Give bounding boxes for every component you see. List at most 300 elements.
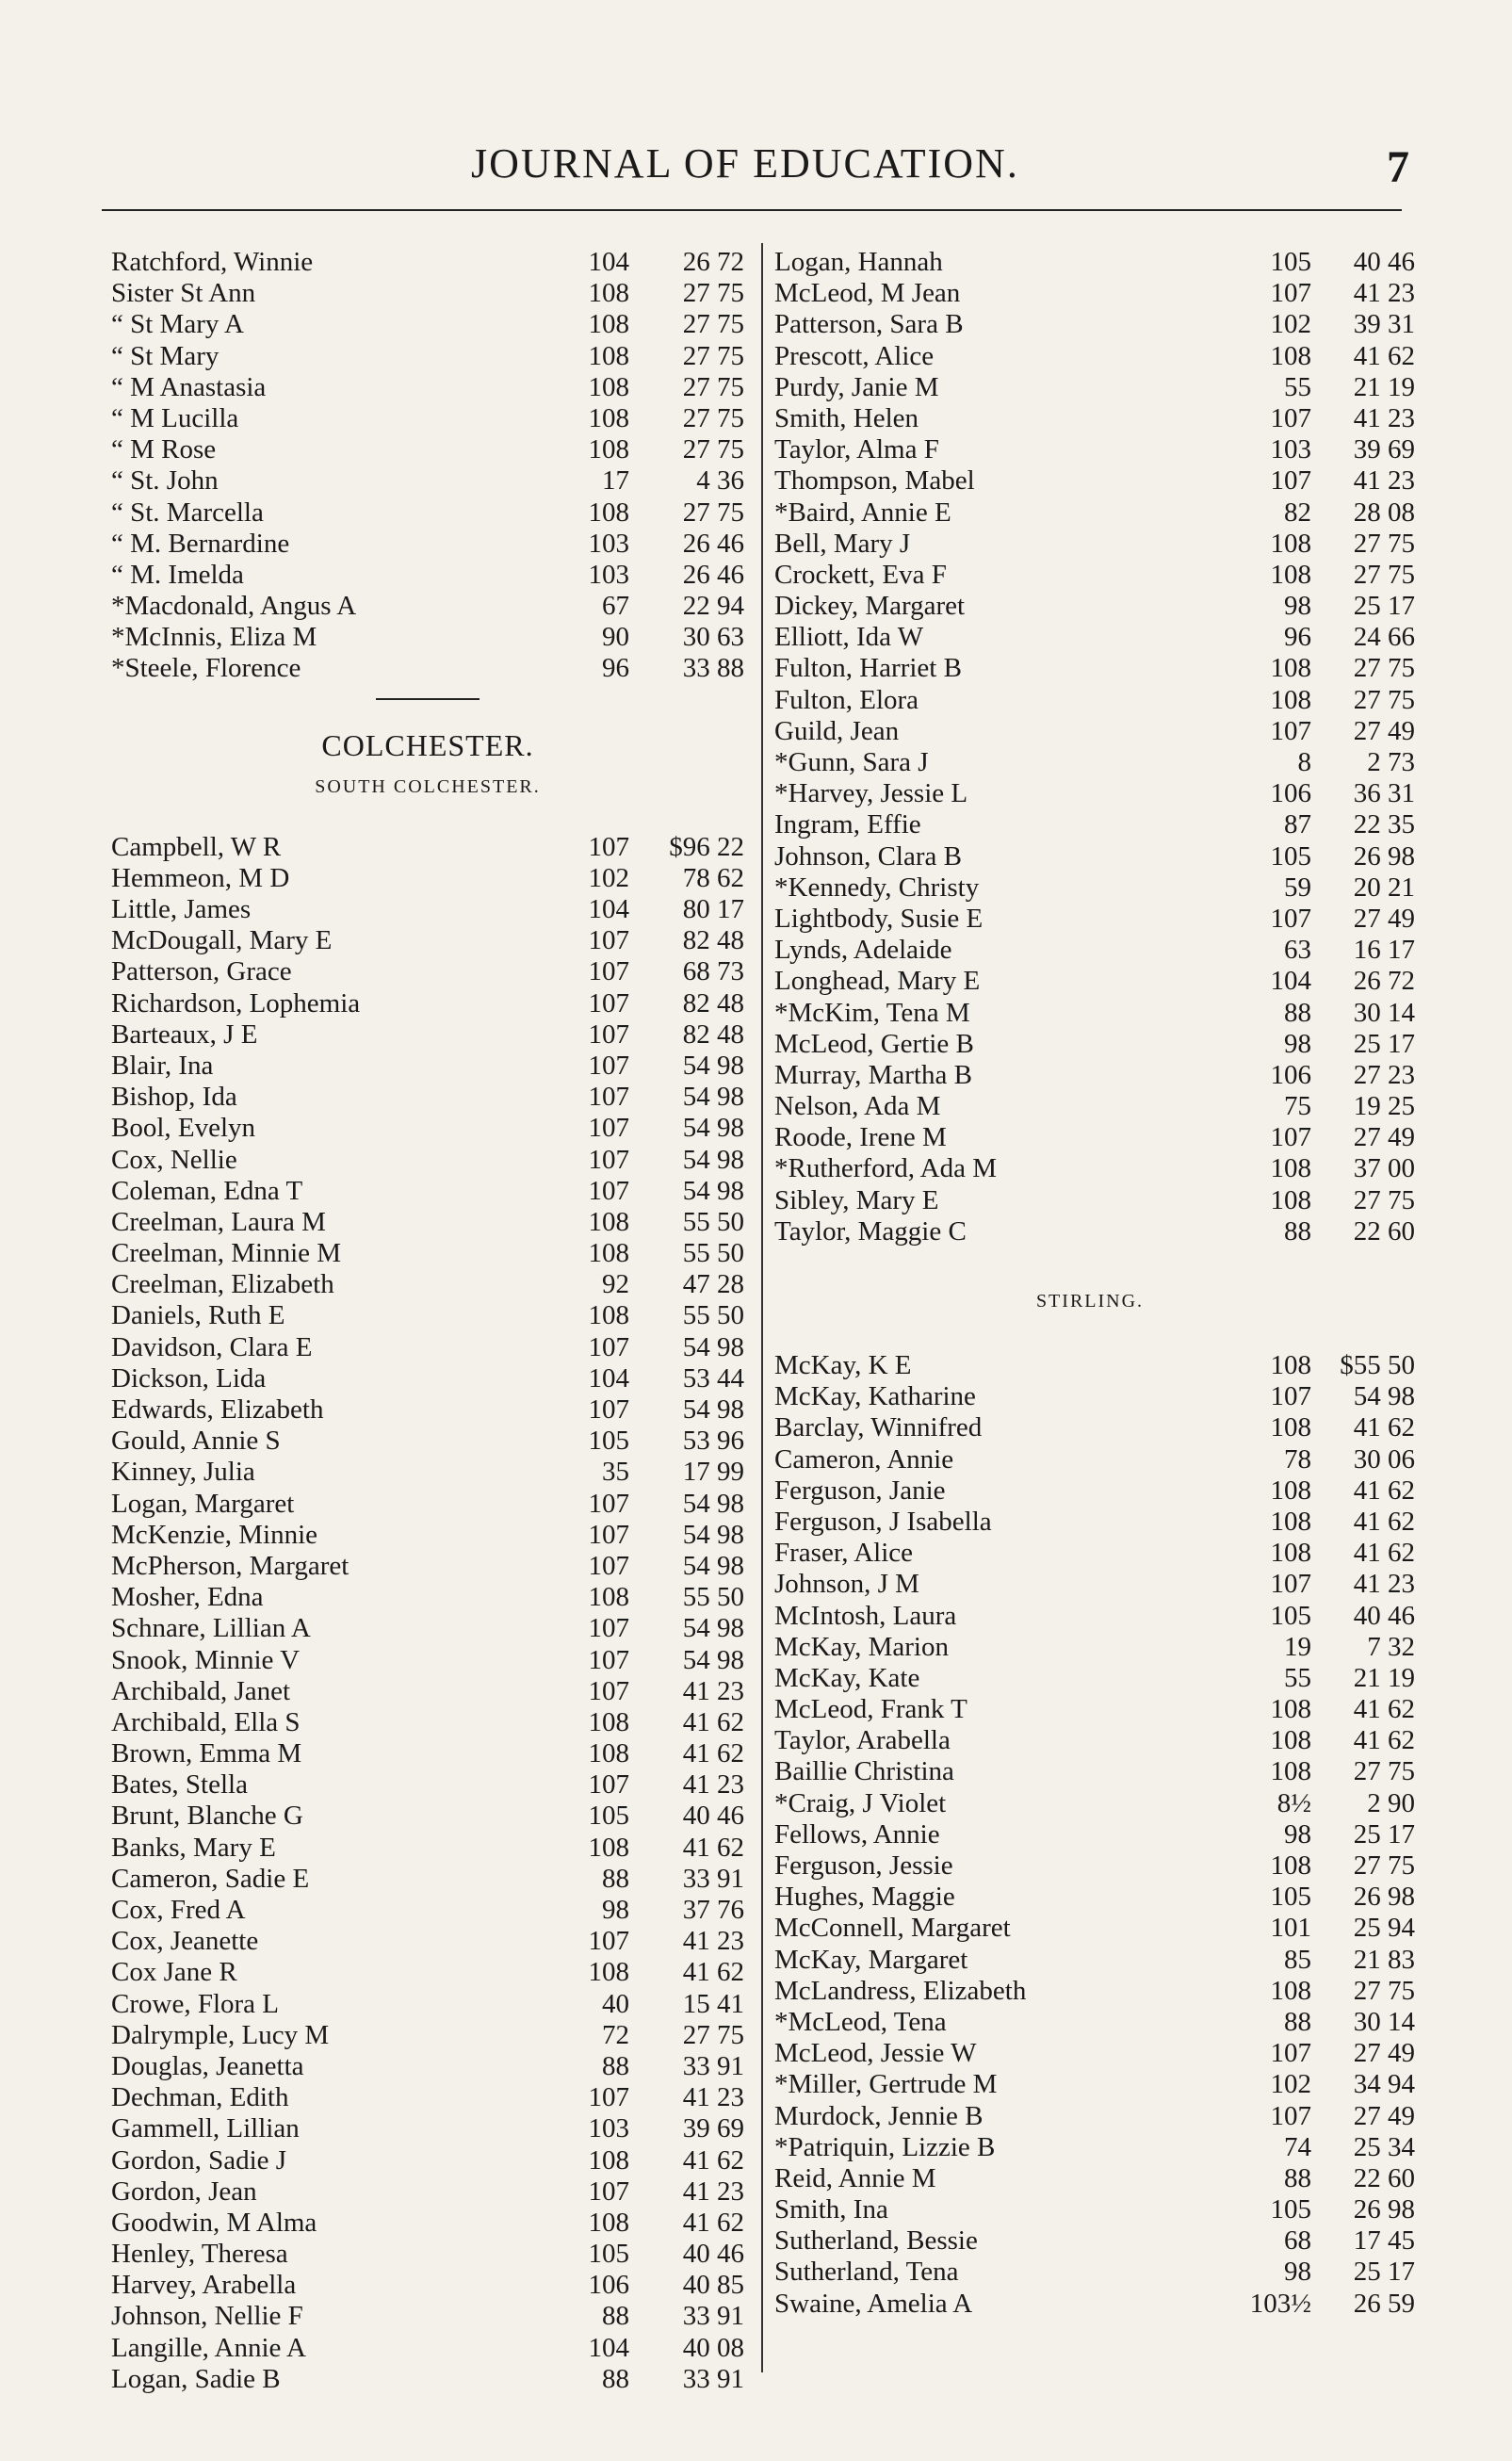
- amount: 27 75: [682, 278, 744, 309]
- list-item: [111, 2082, 744, 2113]
- amount: 41 62: [682, 2144, 744, 2176]
- list-item: [765, 529, 1415, 560]
- list-item: [765, 1381, 1415, 1412]
- person-name: Smith, Ina: [774, 2194, 888, 2225]
- list-item: [765, 778, 1415, 809]
- list-item: [765, 2132, 1415, 2163]
- list-item: [111, 1833, 744, 1864]
- days-count: 107: [1270, 402, 1311, 433]
- list-item: [765, 2194, 1415, 2225]
- days-count: 104: [588, 894, 629, 924]
- list-item: [765, 2289, 1415, 2320]
- person-name: Ferguson, J Isabella: [774, 1506, 992, 1537]
- list-item: [765, 1756, 1415, 1787]
- person-name: *Gunn, Sara J: [774, 747, 929, 777]
- amount: $55 50: [1340, 1350, 1415, 1380]
- days-count: 108: [1270, 1725, 1311, 1756]
- list-item: [765, 2007, 1415, 2038]
- amount: 21 19: [1353, 371, 1415, 402]
- days-count: 107: [588, 1675, 629, 1706]
- list-item: [765, 841, 1415, 872]
- days-count: 85: [1284, 1944, 1311, 1975]
- days-count: 90: [602, 622, 629, 653]
- days-count: 105: [588, 1426, 629, 1457]
- amount: 27 75: [682, 340, 744, 371]
- list-item: [111, 1707, 744, 1738]
- person-name: Brunt, Blanche G: [111, 1801, 303, 1832]
- person-name: Swaine, Amelia A: [774, 2288, 973, 2319]
- person-name: Logan, Margaret: [111, 1488, 295, 1519]
- amount: 26 46: [682, 559, 744, 590]
- person-name: *Baird, Annie E: [774, 497, 951, 528]
- person-name: Blair, Ina: [111, 1050, 214, 1081]
- list-item: [111, 341, 744, 372]
- days-count: 88: [602, 2301, 629, 2332]
- amount: 41 62: [1353, 1538, 1415, 1569]
- amount: 41 62: [682, 1832, 744, 1863]
- amount: 40 46: [682, 1801, 744, 1832]
- person-name: Banks, Mary E: [111, 1832, 276, 1863]
- person-name: McConnell, Margaret: [774, 1913, 1011, 1944]
- person-name: Fellows, Annie: [774, 1818, 940, 1850]
- list-item: [765, 935, 1415, 966]
- list-item: [765, 1882, 1415, 1913]
- person-name: Ferguson, Janie: [774, 1475, 946, 1506]
- list-item: [111, 2270, 744, 2301]
- amount: 4 36: [696, 465, 744, 497]
- days-count: 108: [1270, 559, 1311, 590]
- person-name: Crockett, Eva F: [774, 559, 947, 590]
- days-count: 108: [1270, 1756, 1311, 1787]
- list-item: [111, 863, 744, 894]
- person-name: Davidson, Clara E: [111, 1331, 313, 1362]
- amount: 27 75: [682, 371, 744, 402]
- list-item: [765, 1601, 1415, 1632]
- amount: 26 46: [682, 528, 744, 559]
- days-count: 108: [1270, 684, 1311, 715]
- person-name: McKay, K E: [774, 1350, 912, 1380]
- list-item: [765, 1788, 1415, 1819]
- person-name: Sutherland, Bessie: [774, 2225, 978, 2257]
- days-count: 108: [1270, 1184, 1311, 1215]
- list-item: [765, 653, 1415, 684]
- amount: 30 14: [1353, 997, 1415, 1028]
- person-name: Bool, Evelyn: [111, 1113, 256, 1144]
- days-count: 68: [1284, 2225, 1311, 2257]
- list-item: [111, 278, 744, 309]
- amount: 53 44: [682, 1362, 744, 1393]
- person-name: “ St. Marcella: [111, 497, 264, 528]
- days-count: 107: [1270, 2100, 1311, 2131]
- list-item: [765, 966, 1415, 997]
- list-item: [111, 1082, 744, 1113]
- list-item: [111, 591, 744, 622]
- amount: 28 08: [1353, 497, 1415, 528]
- list-item: [111, 1520, 744, 1551]
- days-count: 108: [1270, 1538, 1311, 1569]
- person-name: Fraser, Alice: [774, 1538, 914, 1569]
- amount: 33 91: [682, 2301, 744, 2332]
- days-count: 108: [588, 278, 629, 309]
- person-name: Murdock, Jennie B: [774, 2100, 984, 2131]
- amount: 40 46: [1353, 247, 1415, 277]
- list-item: [111, 1394, 744, 1426]
- days-count: 107: [588, 1519, 629, 1550]
- person-name: “ M. Imelda: [111, 559, 244, 590]
- days-count: 107: [588, 987, 629, 1019]
- right-column: [765, 247, 1415, 2320]
- days-count: 102: [1270, 2069, 1311, 2100]
- list-item: [111, 1769, 744, 1801]
- days-count: 40: [602, 1988, 629, 2019]
- list-item: [765, 560, 1415, 591]
- days-count: 108: [588, 1206, 629, 1237]
- amount: 27 49: [1353, 2100, 1415, 2131]
- amount: 16 17: [1353, 935, 1415, 966]
- amount: 41 23: [1353, 1569, 1415, 1600]
- person-name: “ St Mary: [111, 340, 219, 371]
- header-rule: [102, 209, 1402, 211]
- days-count: 108: [588, 1582, 629, 1613]
- days-count: 108: [1270, 1506, 1311, 1537]
- list-item: [765, 685, 1415, 716]
- amount: 80 17: [682, 894, 744, 924]
- days-count: 107: [588, 1926, 629, 1957]
- list-item: [111, 403, 744, 434]
- amount: 26 72: [682, 247, 744, 277]
- list-item: [111, 1113, 744, 1144]
- days-count: 59: [1284, 872, 1311, 903]
- person-name: McDougall, Mary E: [111, 925, 333, 956]
- days-count: 107: [588, 956, 629, 987]
- person-name: McLeod, M Jean: [774, 278, 961, 309]
- days-count: 107: [1270, 1122, 1311, 1153]
- days-count: 105: [1270, 840, 1311, 872]
- days-count: 108: [1270, 528, 1311, 559]
- person-name: Taylor, Arabella: [774, 1725, 951, 1756]
- person-name: *Patriquin, Lizzie B: [774, 2131, 996, 2162]
- amount: 24 66: [1353, 622, 1415, 653]
- person-name: Langille, Annie A: [111, 2332, 306, 2363]
- days-count: 107: [588, 2082, 629, 2113]
- days-count: 35: [602, 1457, 629, 1488]
- amount: 41 62: [1353, 1694, 1415, 1725]
- list-item: [765, 1350, 1415, 1381]
- list-item: [111, 247, 744, 278]
- amount: 27 75: [1353, 1975, 1415, 2006]
- amount: 27 75: [1353, 528, 1415, 559]
- person-name: “ M Lucilla: [111, 402, 239, 433]
- amount: 26 98: [1353, 2194, 1415, 2225]
- person-name: Fulton, Elora: [774, 684, 919, 715]
- amount: 41 62: [1353, 1506, 1415, 1537]
- list-item: [765, 747, 1415, 778]
- days-count: 96: [602, 653, 629, 684]
- list-item: [765, 1060, 1415, 1091]
- list-item: [765, 1850, 1415, 1882]
- amount: 27 75: [1353, 653, 1415, 684]
- amount: 41 23: [682, 2176, 744, 2207]
- days-count: 55: [1284, 1662, 1311, 1693]
- amount: 27 75: [682, 2019, 744, 2050]
- amount: 34 94: [1353, 2069, 1415, 2100]
- amount: 54 98: [682, 1050, 744, 1081]
- person-name: McLeod, Frank T: [774, 1694, 967, 1725]
- amount: 41 62: [682, 1738, 744, 1769]
- list-item: [765, 2257, 1415, 2288]
- days-count: 105: [1270, 1882, 1311, 1913]
- days-count: 107: [588, 1113, 629, 1144]
- days-count: 107: [588, 2176, 629, 2207]
- person-name: *McKim, Tena M: [774, 997, 970, 1028]
- amount: 54 98: [682, 1331, 744, 1362]
- person-name: Cameron, Sadie E: [111, 1863, 310, 1894]
- person-name: *Rutherford, Ada M: [774, 1153, 997, 1184]
- days-count: 107: [588, 1769, 629, 1801]
- amount: 27 75: [1353, 684, 1415, 715]
- list-item: [765, 434, 1415, 465]
- amount: 27 75: [682, 497, 744, 528]
- days-count: 108: [588, 1957, 629, 1988]
- days-count: 105: [588, 2239, 629, 2270]
- days-count: 107: [588, 1082, 629, 1113]
- amount: 40 85: [682, 2270, 744, 2301]
- amount: 40 46: [1353, 1600, 1415, 1631]
- amount: 33 91: [682, 1863, 744, 1894]
- amount: 54 98: [1353, 1381, 1415, 1412]
- days-count: 104: [1270, 966, 1311, 997]
- amount: 54 98: [682, 1082, 744, 1113]
- amount: 82 48: [682, 925, 744, 956]
- person-name: “ M Rose: [111, 434, 217, 465]
- person-name: Edwards, Elizabeth: [111, 1394, 324, 1425]
- amount: 27 75: [682, 402, 744, 433]
- person-name: Campbell, W R: [111, 831, 282, 862]
- list-item: [765, 2101, 1415, 2132]
- person-name: Dickey, Margaret: [774, 591, 966, 622]
- days-count: 102: [1270, 309, 1311, 340]
- list-item: [111, 832, 744, 863]
- days-count: 104: [588, 2332, 629, 2363]
- amount: 26 98: [1353, 840, 1415, 872]
- amount: 41 62: [682, 2207, 744, 2238]
- days-count: 105: [1270, 2194, 1311, 2225]
- days-count: 103: [1270, 434, 1311, 465]
- person-name: Ratchford, Winnie: [111, 247, 314, 277]
- days-count: 8: [1297, 747, 1311, 777]
- person-name: Gould, Annie S: [111, 1426, 281, 1457]
- person-name: Cox, Nellie: [111, 1144, 237, 1175]
- person-name: Hemmeon, M D: [111, 862, 290, 893]
- person-name: Gordon, Sadie J: [111, 2144, 287, 2176]
- days-count: 8½: [1276, 1787, 1311, 1818]
- list-item: [111, 497, 744, 529]
- list-item: [765, 2163, 1415, 2194]
- list-item: [765, 1913, 1415, 1944]
- list-item: [111, 1738, 744, 1769]
- list-item: [765, 1976, 1415, 2007]
- person-name: Johnson, Clara B: [774, 840, 962, 872]
- list-item: [111, 2301, 744, 2332]
- list-item: [111, 2239, 744, 2270]
- days-count: 108: [1270, 1350, 1311, 1380]
- list-item: [111, 1019, 744, 1051]
- person-name: Lightbody, Susie E: [774, 903, 984, 934]
- left-top-list: [111, 247, 744, 685]
- list-item: [111, 1957, 744, 1988]
- list-item: [111, 1864, 744, 1895]
- list-item: [765, 1538, 1415, 1569]
- list-item: [765, 1694, 1415, 1725]
- list-item: [111, 372, 744, 403]
- list-item: [111, 1989, 744, 2020]
- person-name: Dickson, Lida: [111, 1362, 267, 1393]
- list-item: [111, 2333, 744, 2364]
- person-name: Prescott, Alice: [774, 340, 935, 371]
- person-name: McLeod, Gertie B: [774, 1028, 974, 1059]
- days-count: 107: [588, 1613, 629, 1644]
- amount: 37 00: [1353, 1153, 1415, 1184]
- person-name: Archibald, Janet: [111, 1675, 291, 1706]
- list-item: [765, 278, 1415, 309]
- list-item: [111, 622, 744, 653]
- list-item: [765, 872, 1415, 904]
- list-item: [111, 925, 744, 956]
- person-name: Hughes, Maggie: [774, 1882, 955, 1913]
- person-name: Patterson, Grace: [111, 956, 292, 987]
- list-item: [765, 1153, 1415, 1184]
- amount: 41 23: [682, 1926, 744, 1957]
- days-count: 108: [588, 1832, 629, 1863]
- person-name: McLandress, Elizabeth: [774, 1975, 1027, 2006]
- person-name: Ferguson, Jessie: [774, 1850, 953, 1881]
- list-item: [111, 1613, 744, 1644]
- list-item: [765, 904, 1415, 935]
- days-count: 103: [588, 528, 629, 559]
- section-title-colchester: COLCHESTER.: [321, 727, 534, 762]
- amount: 55 50: [682, 1238, 744, 1269]
- person-name: Crowe, Flora L: [111, 1988, 279, 2019]
- person-name: Gammell, Lillian: [111, 2113, 300, 2144]
- days-count: 74: [1284, 2131, 1311, 2162]
- days-count: 92: [602, 1269, 629, 1300]
- amount: 30 63: [682, 622, 744, 653]
- days-count: 105: [1270, 1600, 1311, 1631]
- amount: 68 73: [682, 956, 744, 987]
- amount: 54 98: [682, 1113, 744, 1144]
- amount: 47 28: [682, 1269, 744, 1300]
- days-count: 88: [1284, 2006, 1311, 2037]
- person-name: Reid, Annie M: [774, 2162, 936, 2193]
- amount: 41 62: [1353, 1725, 1415, 1756]
- days-count: 107: [588, 1050, 629, 1081]
- list-item: [765, 1725, 1415, 1756]
- amount: 41 23: [1353, 278, 1415, 309]
- days-count: 108: [588, 1300, 629, 1331]
- list-item: [111, 2176, 744, 2208]
- amount: 27 75: [682, 434, 744, 465]
- amount: 54 98: [682, 1394, 744, 1425]
- amount: 17 45: [1353, 2225, 1415, 2257]
- person-name: McKay, Kate: [774, 1662, 920, 1693]
- days-count: 107: [588, 1331, 629, 1362]
- list-item: [765, 1569, 1415, 1600]
- person-name: Nelson, Ada M: [774, 1091, 941, 1122]
- amount: 54 98: [682, 1644, 744, 1675]
- amount: 22 60: [1353, 2162, 1415, 2193]
- list-item: [765, 247, 1415, 278]
- person-name: *Steele, Florence: [111, 653, 301, 684]
- person-name: Bell, Mary J: [774, 528, 911, 559]
- amount: 41 62: [1353, 1412, 1415, 1443]
- person-name: Kinney, Julia: [111, 1457, 255, 1488]
- amount: 27 75: [1353, 559, 1415, 590]
- amount: 22 94: [682, 591, 744, 622]
- list-item: [111, 1300, 744, 1331]
- person-name: Lynds, Adelaide: [774, 935, 952, 966]
- amount: 39 69: [682, 2113, 744, 2144]
- days-count: 107: [588, 1019, 629, 1050]
- amount: 54 98: [682, 1488, 744, 1519]
- person-name: Purdy, Janie M: [774, 371, 939, 402]
- person-name: Murray, Martha B: [774, 1059, 972, 1090]
- list-item: [765, 1122, 1415, 1153]
- person-name: *Kennedy, Christy: [774, 872, 980, 903]
- person-name: Creelman, Elizabeth: [111, 1269, 334, 1300]
- days-count: 108: [588, 2207, 629, 2238]
- days-count: 96: [1284, 622, 1311, 653]
- person-name: Fulton, Harriet B: [774, 653, 962, 684]
- list-item: [111, 1645, 744, 1676]
- person-name: Thompson, Mabel: [774, 465, 975, 497]
- days-count: 88: [602, 1863, 629, 1894]
- amount: 41 62: [1353, 340, 1415, 371]
- person-name: Douglas, Jeanetta: [111, 2050, 304, 2081]
- amount: 27 75: [1353, 1184, 1415, 1215]
- list-item: [765, 1819, 1415, 1850]
- section-rule: [376, 698, 480, 700]
- list-item: [111, 1801, 744, 1832]
- days-count: 107: [588, 1488, 629, 1519]
- person-name: Johnson, J M: [774, 1569, 919, 1600]
- list-item: [765, 1632, 1415, 1663]
- list-item: [111, 465, 744, 497]
- days-count: 107: [1270, 715, 1311, 746]
- left-column: [111, 247, 744, 2395]
- amount: 54 98: [682, 1144, 744, 1175]
- amount: 33 91: [682, 2050, 744, 2081]
- person-name: Johnson, Nellie F: [111, 2301, 303, 2332]
- amount: 27 49: [1353, 715, 1415, 746]
- amount: 41 23: [1353, 465, 1415, 497]
- list-item: [765, 403, 1415, 434]
- person-name: Sister St Ann: [111, 278, 256, 309]
- person-name: *McInnis, Eliza M: [111, 622, 317, 653]
- days-count: 105: [588, 1801, 629, 1832]
- list-item: [765, 341, 1415, 372]
- person-name: Baillie Christina: [774, 1756, 954, 1787]
- days-count: 108: [1270, 1694, 1311, 1725]
- days-count: 19: [1284, 1631, 1311, 1662]
- amount: 78 62: [682, 862, 744, 893]
- amount: 15 41: [682, 1988, 744, 2019]
- days-count: 107: [1270, 2038, 1311, 2069]
- days-count: 107: [1270, 903, 1311, 934]
- amount: 41 23: [682, 1675, 744, 1706]
- list-item: [111, 1207, 744, 1238]
- days-count: 105: [1270, 247, 1311, 277]
- amount: 41 62: [1353, 1475, 1415, 1506]
